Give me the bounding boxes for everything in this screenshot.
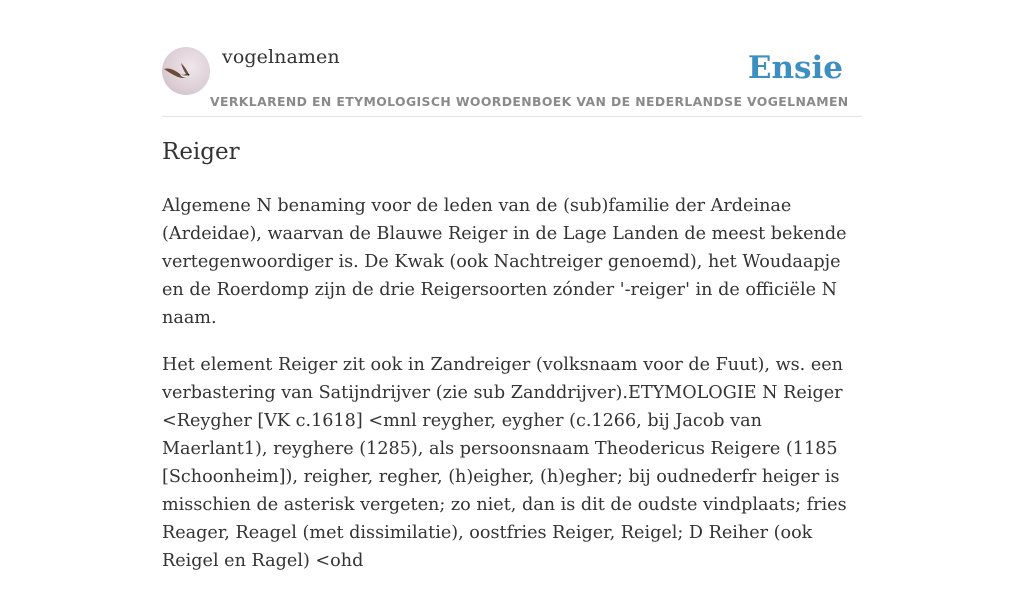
- article-body: [162, 192, 866, 594]
- site-tagline: VERKLAREND EN ETYMOLOGISCH WOORDENBOEK VAN DE NEDERLANDSE VOGELNAMEN: [210, 94, 849, 109]
- page-title: Reiger: [162, 139, 240, 165]
- site-header: [162, 44, 862, 117]
- bird-in-flight-icon: [162, 47, 210, 95]
- article-paragraph: Het element Reiger zit ook in Zandreiger (volksnaam voor de Fuut), ws. een verbastering van Satijndrijver (zie sub Zanddrijver).ETYMOLOGIE N Reiger <Reygher [VK c.1618] <mnl reygher, eygher (c.1266, bij Jacob van Maerlant1), reyghere (1285), als persoonsnaam Theodericus Reigere (1185 [Schoonheim]), reigher, regher, (h)eigher, (h)egher; bij oudnederfr heiger is misschien de asterisk vergeten; zo niet, dan is dit de oudste vindplaats; fries Reager, Reagel (met dissimilatie), oostfries Reiger, Reigel; D Reiher (ook Reigel en Ragel) <ohd: [162, 355, 847, 571]
- brand-logo-link[interactable]: Ensie: [747, 50, 843, 86]
- avatar[interactable]: [162, 47, 210, 95]
- article-paragraph: Algemene N benaming voor de leden van de (sub)familie der Ardeinae (Ardeidae), waarvan de Blauwe Reiger in de Lage Landen de meest bekende vertegenwoordiger is. De Kwak (ook Nachtreiger genoemd), het Woudaapje en de Roerdomp zijn de drie Reigersoorten zónder '-reiger' in de officiële N naam.: [162, 196, 847, 328]
- site-name[interactable]: vogelnamen: [222, 46, 340, 68]
